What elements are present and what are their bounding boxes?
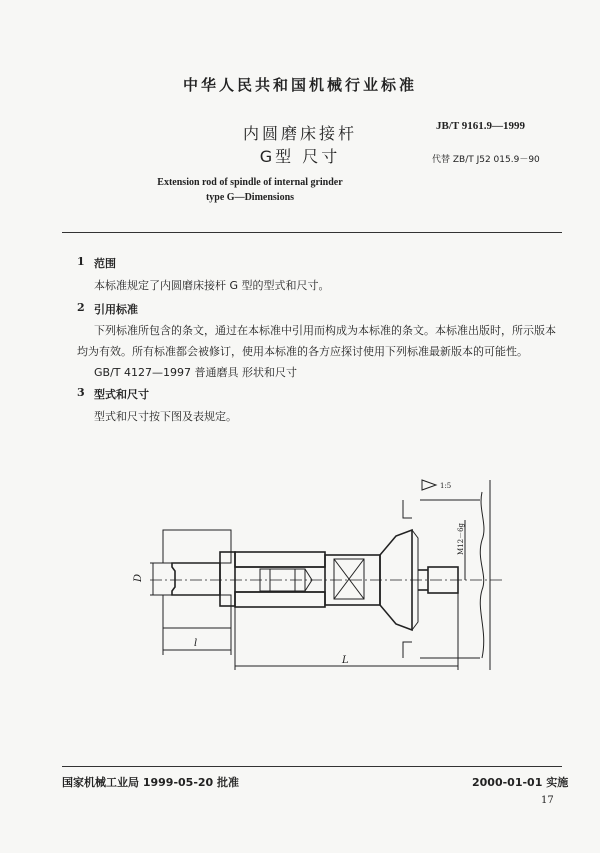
section-2-reference: GB/T 4127—1997 普通磨具 形状和尺寸 bbox=[94, 366, 297, 379]
wheel-lower bbox=[163, 595, 231, 628]
rod-body-lower bbox=[235, 592, 325, 607]
page-number: 17 bbox=[541, 795, 554, 806]
section-2-number: 2 bbox=[77, 301, 85, 314]
extension-rod-drawing bbox=[120, 470, 520, 680]
section-2-body-line2: 均为有效。所有标准都会被修订，使用本标准的各方应探讨使用下列标准最新版本的可能性。 bbox=[77, 345, 528, 358]
section-3-body: 型式和尺寸按下图及表规定。 bbox=[94, 410, 237, 423]
section-1-body: 本标准规定了内圆磨床接杆 G 型的型式和尺寸。 bbox=[94, 279, 330, 292]
dimension-l-label: l bbox=[194, 638, 198, 649]
standard-number: JB/T 9161.9—1999 bbox=[436, 120, 526, 132]
dimension-L-label: L bbox=[342, 655, 349, 666]
section-1-title: 范围 bbox=[94, 257, 116, 270]
section-2-title: 引用标准 bbox=[94, 303, 138, 316]
replaces-standard: 代替 ZB/T J52 015.9－90 bbox=[432, 155, 540, 165]
header-divider bbox=[62, 232, 562, 233]
footer-divider bbox=[62, 766, 562, 767]
title-english-line2: type G—Dimensions bbox=[205, 192, 295, 203]
spindle-housing bbox=[403, 500, 412, 658]
section-1-number: 1 bbox=[77, 255, 85, 268]
implementation-date: 2000-01-01 实施 bbox=[472, 776, 569, 789]
title-chinese-line2: G型 尺寸 bbox=[259, 147, 341, 166]
title-chinese-line1: 内圆磨床接杆 bbox=[242, 124, 357, 143]
taper-ratio-label: 1:5 bbox=[440, 482, 452, 490]
section-3-number: 3 bbox=[77, 386, 85, 399]
approval-date: 国家机械工业局 1999-05-20 批准 bbox=[62, 776, 240, 789]
title-english-line1: Extension rod of spindle of internal grinder bbox=[157, 177, 343, 188]
section-2-body-line1: 下列标准所包含的条文，通过在本标准中引用而构成为本标准的条文。本标准出版时，所示版本 bbox=[94, 324, 556, 337]
standard-category-header: 中华人民共和国机械行业标准 bbox=[182, 76, 417, 94]
dimension-D-label: D bbox=[133, 573, 144, 582]
wheel-upper bbox=[163, 530, 231, 563]
rod-body-upper bbox=[235, 552, 325, 567]
thread-label: M12－6g bbox=[457, 522, 465, 555]
wheel-bolt bbox=[172, 563, 220, 595]
flange-body bbox=[220, 552, 235, 606]
section-3-title: 型式和尺寸 bbox=[94, 388, 149, 401]
